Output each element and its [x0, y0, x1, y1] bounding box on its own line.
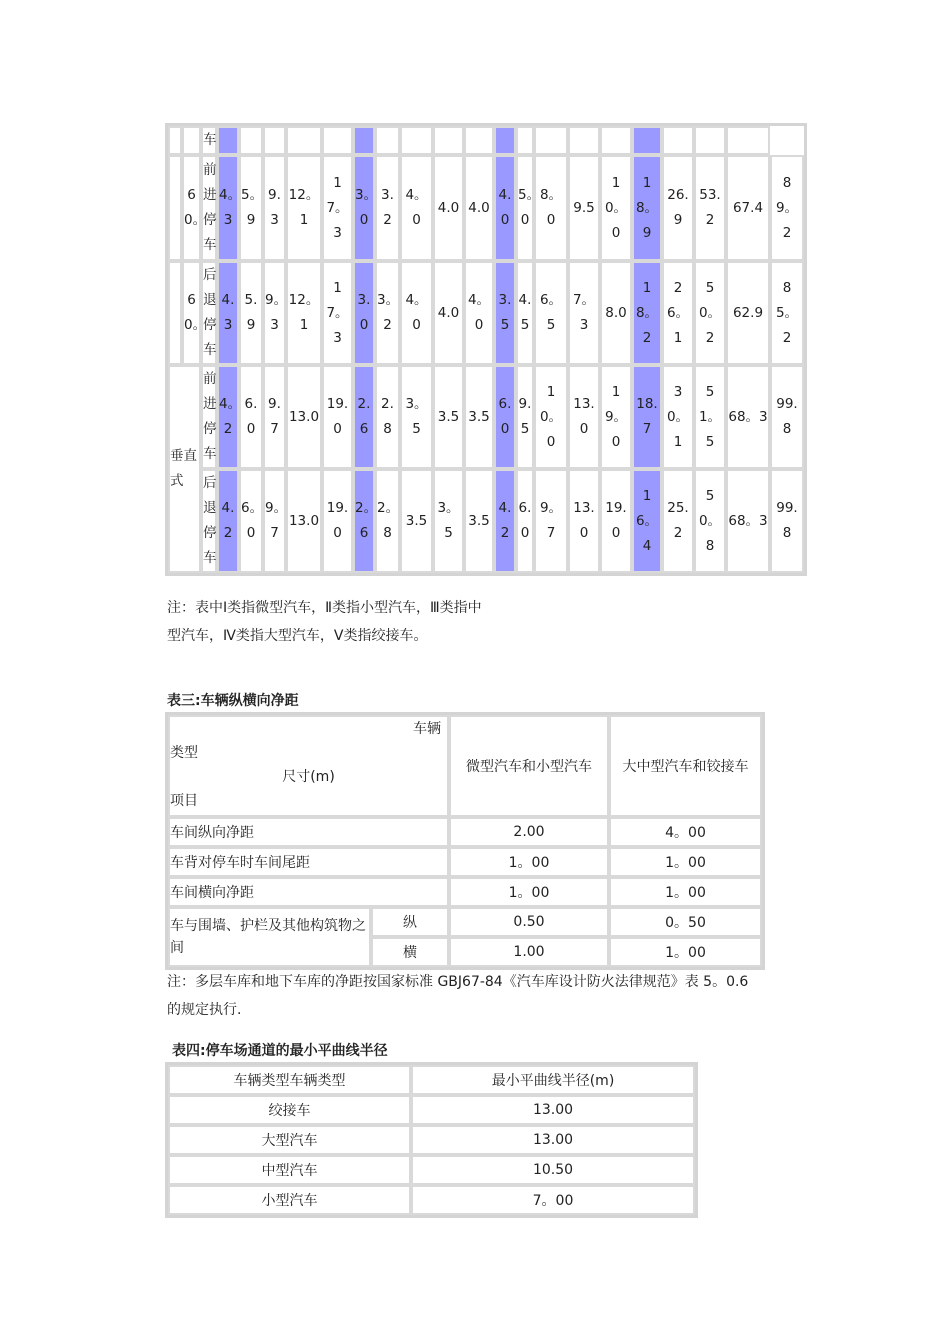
value-cell: 5。0	[516, 155, 534, 261]
note-line: 的规定执行.	[167, 1002, 242, 1018]
table-row: 横 1.00 1。00	[168, 937, 762, 967]
value-cell: 51。5	[694, 365, 726, 469]
value-cell: 4.0	[433, 261, 464, 365]
value-cell: 13.0	[568, 365, 600, 469]
note-line: 注：表中Ⅰ类指微型汽车，Ⅱ类指小型汽车，Ⅲ类指中	[167, 600, 482, 616]
value-cell: 4。0	[400, 261, 433, 365]
value-cell: 3。5	[400, 365, 433, 469]
value-cell: 4.0	[464, 155, 494, 261]
table-row: 大型汽车 13.00	[168, 1125, 695, 1155]
value-cell: 68。3	[726, 469, 770, 573]
value-cell: 89。2	[770, 155, 804, 261]
value-cell: 3.5	[400, 469, 433, 573]
value-cell: 16。4	[632, 469, 662, 573]
value-cell: 30。1	[662, 365, 694, 469]
parking-dimension-table	[165, 123, 807, 576]
value-cell: 99.8	[770, 469, 804, 573]
value-cell: 4.3	[217, 261, 239, 365]
value-cell: 13.0	[286, 469, 322, 573]
value-cell: 6。0	[239, 469, 263, 573]
value-cell: 26.9	[662, 155, 694, 261]
value-cell: 9。7	[263, 469, 286, 573]
table-row: 车间横向净距 1。00 1。00	[168, 877, 762, 907]
column-header: 微型汽车和小型汽车	[449, 715, 609, 817]
value-cell: 6.0	[494, 365, 516, 469]
value-cell: 9。7	[534, 469, 568, 573]
value-cell: 4.2	[494, 469, 516, 573]
value-cell: 17。3	[322, 261, 353, 365]
column-header: 最小平曲线半径(m)	[411, 1065, 695, 1095]
value-cell: 18.7	[632, 365, 662, 469]
column-header: 大中型汽车和铰接车	[609, 715, 762, 817]
value-cell: 4.5	[516, 261, 534, 365]
value-cell: 19.0	[322, 365, 353, 469]
value-cell: 2.6	[353, 365, 375, 469]
value-cell: 4。3	[217, 155, 239, 261]
value-cell: 8。0	[534, 155, 568, 261]
mode-cell: 前进停车	[201, 155, 217, 261]
perp-label: 垂直式	[168, 365, 201, 573]
value-cell: 19.0	[600, 469, 632, 573]
value-cell: 3.2	[375, 155, 400, 261]
table-row: 车间纵向净距 2.00 4。00	[168, 817, 762, 847]
value-cell: 6。5	[534, 261, 568, 365]
column-header: 车辆类型车辆类型	[168, 1065, 411, 1095]
value-cell: 17。3	[322, 155, 353, 261]
table-row: 车与围墙、护栏及其他构筑物之间 纵 0.50 0。50	[168, 907, 762, 937]
value-cell: 3。2	[375, 261, 400, 365]
mode-cell: 车	[201, 126, 217, 155]
table-row: 车背对停车时车间尾距 1。00 1。00	[168, 847, 762, 877]
table-row	[168, 126, 804, 155]
value-cell: 9.5	[568, 155, 600, 261]
value-cell: 3.5	[464, 365, 494, 469]
value-cell: 18。9	[632, 155, 662, 261]
value-cell: 3.0	[353, 261, 375, 365]
value-cell: 13.0	[568, 469, 600, 573]
table4-caption: 表四:停车场通道的最小平曲线半径	[172, 1043, 388, 1059]
table-row: 小型汽车 7。00	[168, 1185, 695, 1215]
value-cell: 19.0	[322, 469, 353, 573]
mode-cell: 前进停车	[201, 365, 217, 469]
value-cell: 3.5	[494, 261, 516, 365]
min-radius-table	[165, 1062, 698, 1218]
value-cell: 5。9	[239, 155, 263, 261]
value-cell: 85。2	[770, 261, 804, 365]
value-cell: 26。1	[662, 261, 694, 365]
value-cell: 6.0	[239, 365, 263, 469]
value-cell: 8.0	[600, 261, 632, 365]
value-cell: 12。1	[286, 155, 322, 261]
value-cell: 4.0	[433, 155, 464, 261]
diagonal-header: 车辆 类型 尺寸(m) 项目	[168, 715, 449, 817]
value-cell: 50。8	[694, 469, 726, 573]
value-cell: 7。3	[568, 261, 600, 365]
table3-caption: 表三:车辆纵横向净距	[167, 693, 299, 709]
value-cell: 4.0	[494, 155, 516, 261]
value-cell: 25.2	[662, 469, 694, 573]
table-row	[168, 261, 804, 365]
value-cell: 4。0	[464, 261, 494, 365]
value-cell: 3。0	[353, 155, 375, 261]
value-cell: 67.4	[726, 155, 770, 261]
value-cell: 6.0	[516, 469, 534, 573]
table-header-row	[168, 1065, 695, 1095]
value-cell: 2。8	[375, 469, 400, 573]
value-cell: 4。0	[400, 155, 433, 261]
value-cell: 68。3	[726, 365, 770, 469]
table-row: 绞接车 13.00	[168, 1095, 695, 1125]
angle-cell: 60。	[182, 261, 201, 365]
value-cell: 4。2	[217, 365, 239, 469]
table-row: 中型汽车 10.50	[168, 1155, 695, 1185]
value-cell: 3.5	[433, 365, 464, 469]
mode-cell: 后退停车	[201, 261, 217, 365]
value-cell: 12。1	[286, 261, 322, 365]
value-cell: 4.2	[217, 469, 239, 573]
table-header-row	[168, 715, 762, 817]
table1-note	[167, 594, 482, 650]
table3-note	[167, 968, 748, 1024]
value-cell: 2.8	[375, 365, 400, 469]
angle-cell: 60。	[182, 155, 201, 261]
value-cell: 62.9	[726, 261, 770, 365]
mode-cell: 后退停车	[201, 469, 217, 573]
value-cell: 10。0	[534, 365, 568, 469]
note-line: 注：多层车库和地下车库的净距按国家标准 GBJ67-84《汽车库设计防火法律规范》表 5。0.6	[167, 974, 749, 990]
value-cell: 99.8	[770, 365, 804, 469]
value-cell: 10。0	[600, 155, 632, 261]
value-cell: 53.2	[694, 155, 726, 261]
value-cell: 9.3	[263, 155, 286, 261]
value-cell: 18。2	[632, 261, 662, 365]
value-cell: 9。3	[263, 261, 286, 365]
table-row	[168, 155, 804, 261]
value-cell: 19。0	[600, 365, 632, 469]
value-cell: 9.7	[263, 365, 286, 469]
clearance-table	[165, 712, 765, 970]
value-cell: 2。6	[353, 469, 375, 573]
value-cell: 50。2	[694, 261, 726, 365]
value-cell: 5.9	[239, 261, 263, 365]
value-cell: 3。5	[433, 469, 464, 573]
value-cell: 13.0	[286, 365, 322, 469]
value-cell: 3.5	[464, 469, 494, 573]
table-row	[168, 469, 804, 573]
value-cell: 9.5	[516, 365, 534, 469]
note-line: 型汽车，Ⅳ类指大型汽车，Ⅴ类指绞接车。	[167, 628, 428, 644]
table-row	[168, 365, 804, 469]
